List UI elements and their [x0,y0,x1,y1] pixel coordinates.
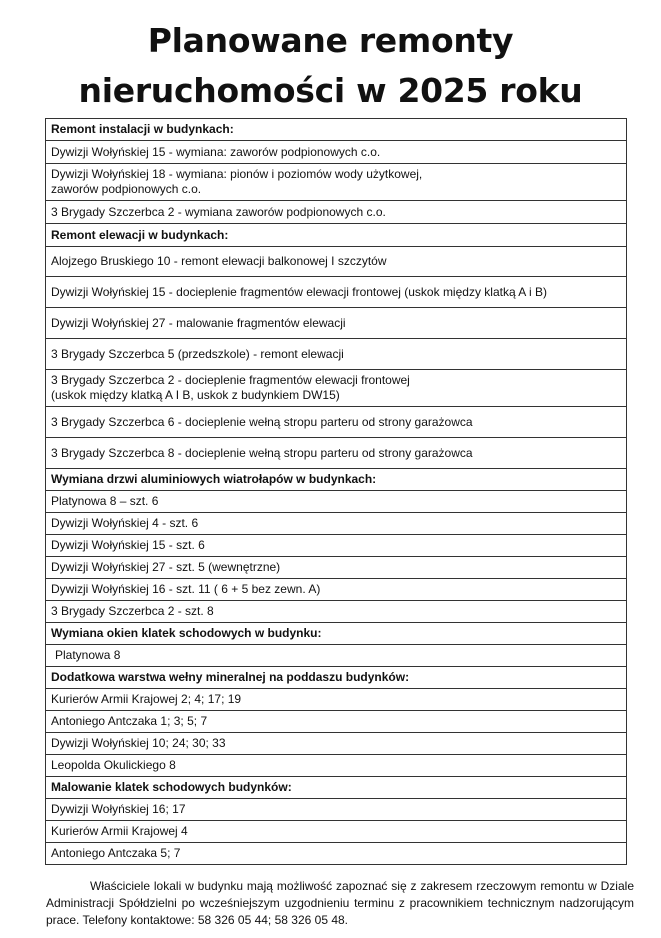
table-row [46,277,627,308]
table-row [46,513,627,535]
section-header-row [46,667,627,689]
table-cell: Antoniego Antczaka 5; 7 [46,843,627,865]
table-cell: 3 Brygady Szczerbca 6 - docieplenie wełną stropu parteru od strony garażowca [46,407,627,438]
table-row [46,201,627,224]
table-cell: Dywizji Wołyńskiej 27 - szt. 5 (wewnętrzne) [46,557,627,579]
table-cell: Dywizji Wołyńskiej 27 - malowanie fragmentów elewacji [46,308,627,339]
section-header-row [46,777,627,799]
section-header: Malowanie klatek schodowych budynków: [46,777,627,799]
table-row [46,821,627,843]
table-row [46,799,627,821]
table-cell: Alojzego Bruskiego 10 - remont elewacji balkonowej I szczytów [46,247,627,277]
table-row [46,557,627,579]
table-row [46,733,627,755]
table-cell: Dywizji Wołyńskiej 15 - szt. 6 [46,535,627,557]
table-cell: Dywizji Wołyńskiej 16 - szt. 11 ( 6 + 5 bez zewn. A) [46,579,627,601]
section-header: Remont instalacji w budynkach: [46,119,627,141]
section-header-row [46,469,627,491]
table-cell: 3 Brygady Szczerbca 2 - wymiana zaworów podpionowych c.o. [46,201,627,224]
renovation-table-body [46,119,627,865]
section-header-row [46,224,627,247]
section-header: Wymiana okien klatek schodowych w budynku: [46,623,627,645]
table-cell: Dywizji Wołyńskiej 4 - szt. 6 [46,513,627,535]
table-cell: Dywizji Wołyńskiej 18 - wymiana: pionów i poziomów wody użytkowej, zaworów podpionowych c.o. [46,164,627,201]
table-row [46,689,627,711]
table-row [46,308,627,339]
table-row [46,645,627,667]
table-row [46,579,627,601]
table-cell: 3 Brygady Szczerbca 8 - docieplenie wełną stropu parteru od strony garażowca [46,438,627,469]
table-cell: Leopolda Okulickiego 8 [46,755,627,777]
table-row [46,711,627,733]
table-cell: 3 Brygady Szczerbca 2 - szt. 8 [46,601,627,623]
table-row [46,141,627,164]
table-cell: Antoniego Antczaka 1; 3; 5; 7 [46,711,627,733]
page-title-line-2: nieruchomości w 2025 roku [78,71,583,110]
page-title [0,16,661,116]
section-header: Dodatkowa warstwa wełny mineralnej na poddaszu budynków: [46,667,627,689]
page-title-line-1: Planowane remonty [147,21,514,60]
table-row [46,247,627,277]
table-cell: Dywizji Wołyńskiej 10; 24; 30; 33 [46,733,627,755]
table-cell: 3 Brygady Szczerbca 2 - docieplenie fragmentów elewacji frontowej (uskok między klatką A I B, uskok z budynkiem DW15) [46,370,627,407]
table-row [46,370,627,407]
table-row [46,407,627,438]
table-cell: 3 Brygady Szczerbca 5 (przedszkole) - remont elewacji [46,339,627,370]
table-row [46,755,627,777]
table-row [46,164,627,201]
table-row [46,601,627,623]
table-cell: Platynowa 8 – szt. 6 [46,491,627,513]
table-cell: Dywizji Wołyńskiej 16; 17 [46,799,627,821]
section-header-row [46,623,627,645]
table-row [46,339,627,370]
footer-note: Właściciele lokali w budynku mają możliwość zapoznać się z zakresem rzeczowym remontu w Dziale Administracji Spółdzielni po wcześniejszym uzgodnieniu terminu z pracownikiem technicznym nadzorującym prace. Telefony kontaktowe: 58 326 05 44; 58 326 05 48. [46,879,634,927]
table-cell: Kurierów Armii Krajowej 2; 4; 17; 19 [46,689,627,711]
table-cell: Dywizji Wołyńskiej 15 - docieplenie fragmentów elewacji frontowej (uskok między klatką A i B) [46,277,627,308]
section-header: Remont elewacji w budynkach: [46,224,627,247]
table-cell: Dywizji Wołyńskiej 15 - wymiana: zaworów podpionowych c.o. [46,141,627,164]
table-row [46,438,627,469]
renovation-table [45,118,627,865]
section-header: Wymiana drzwi aluminiowych wiatrołapów w budynkach: [46,469,627,491]
table-row [46,491,627,513]
table-cell: Platynowa 8 [46,645,627,667]
table-cell: Kurierów Armii Krajowej 4 [46,821,627,843]
section-header-row [46,119,627,141]
table-row [46,535,627,557]
table-row [46,843,627,865]
